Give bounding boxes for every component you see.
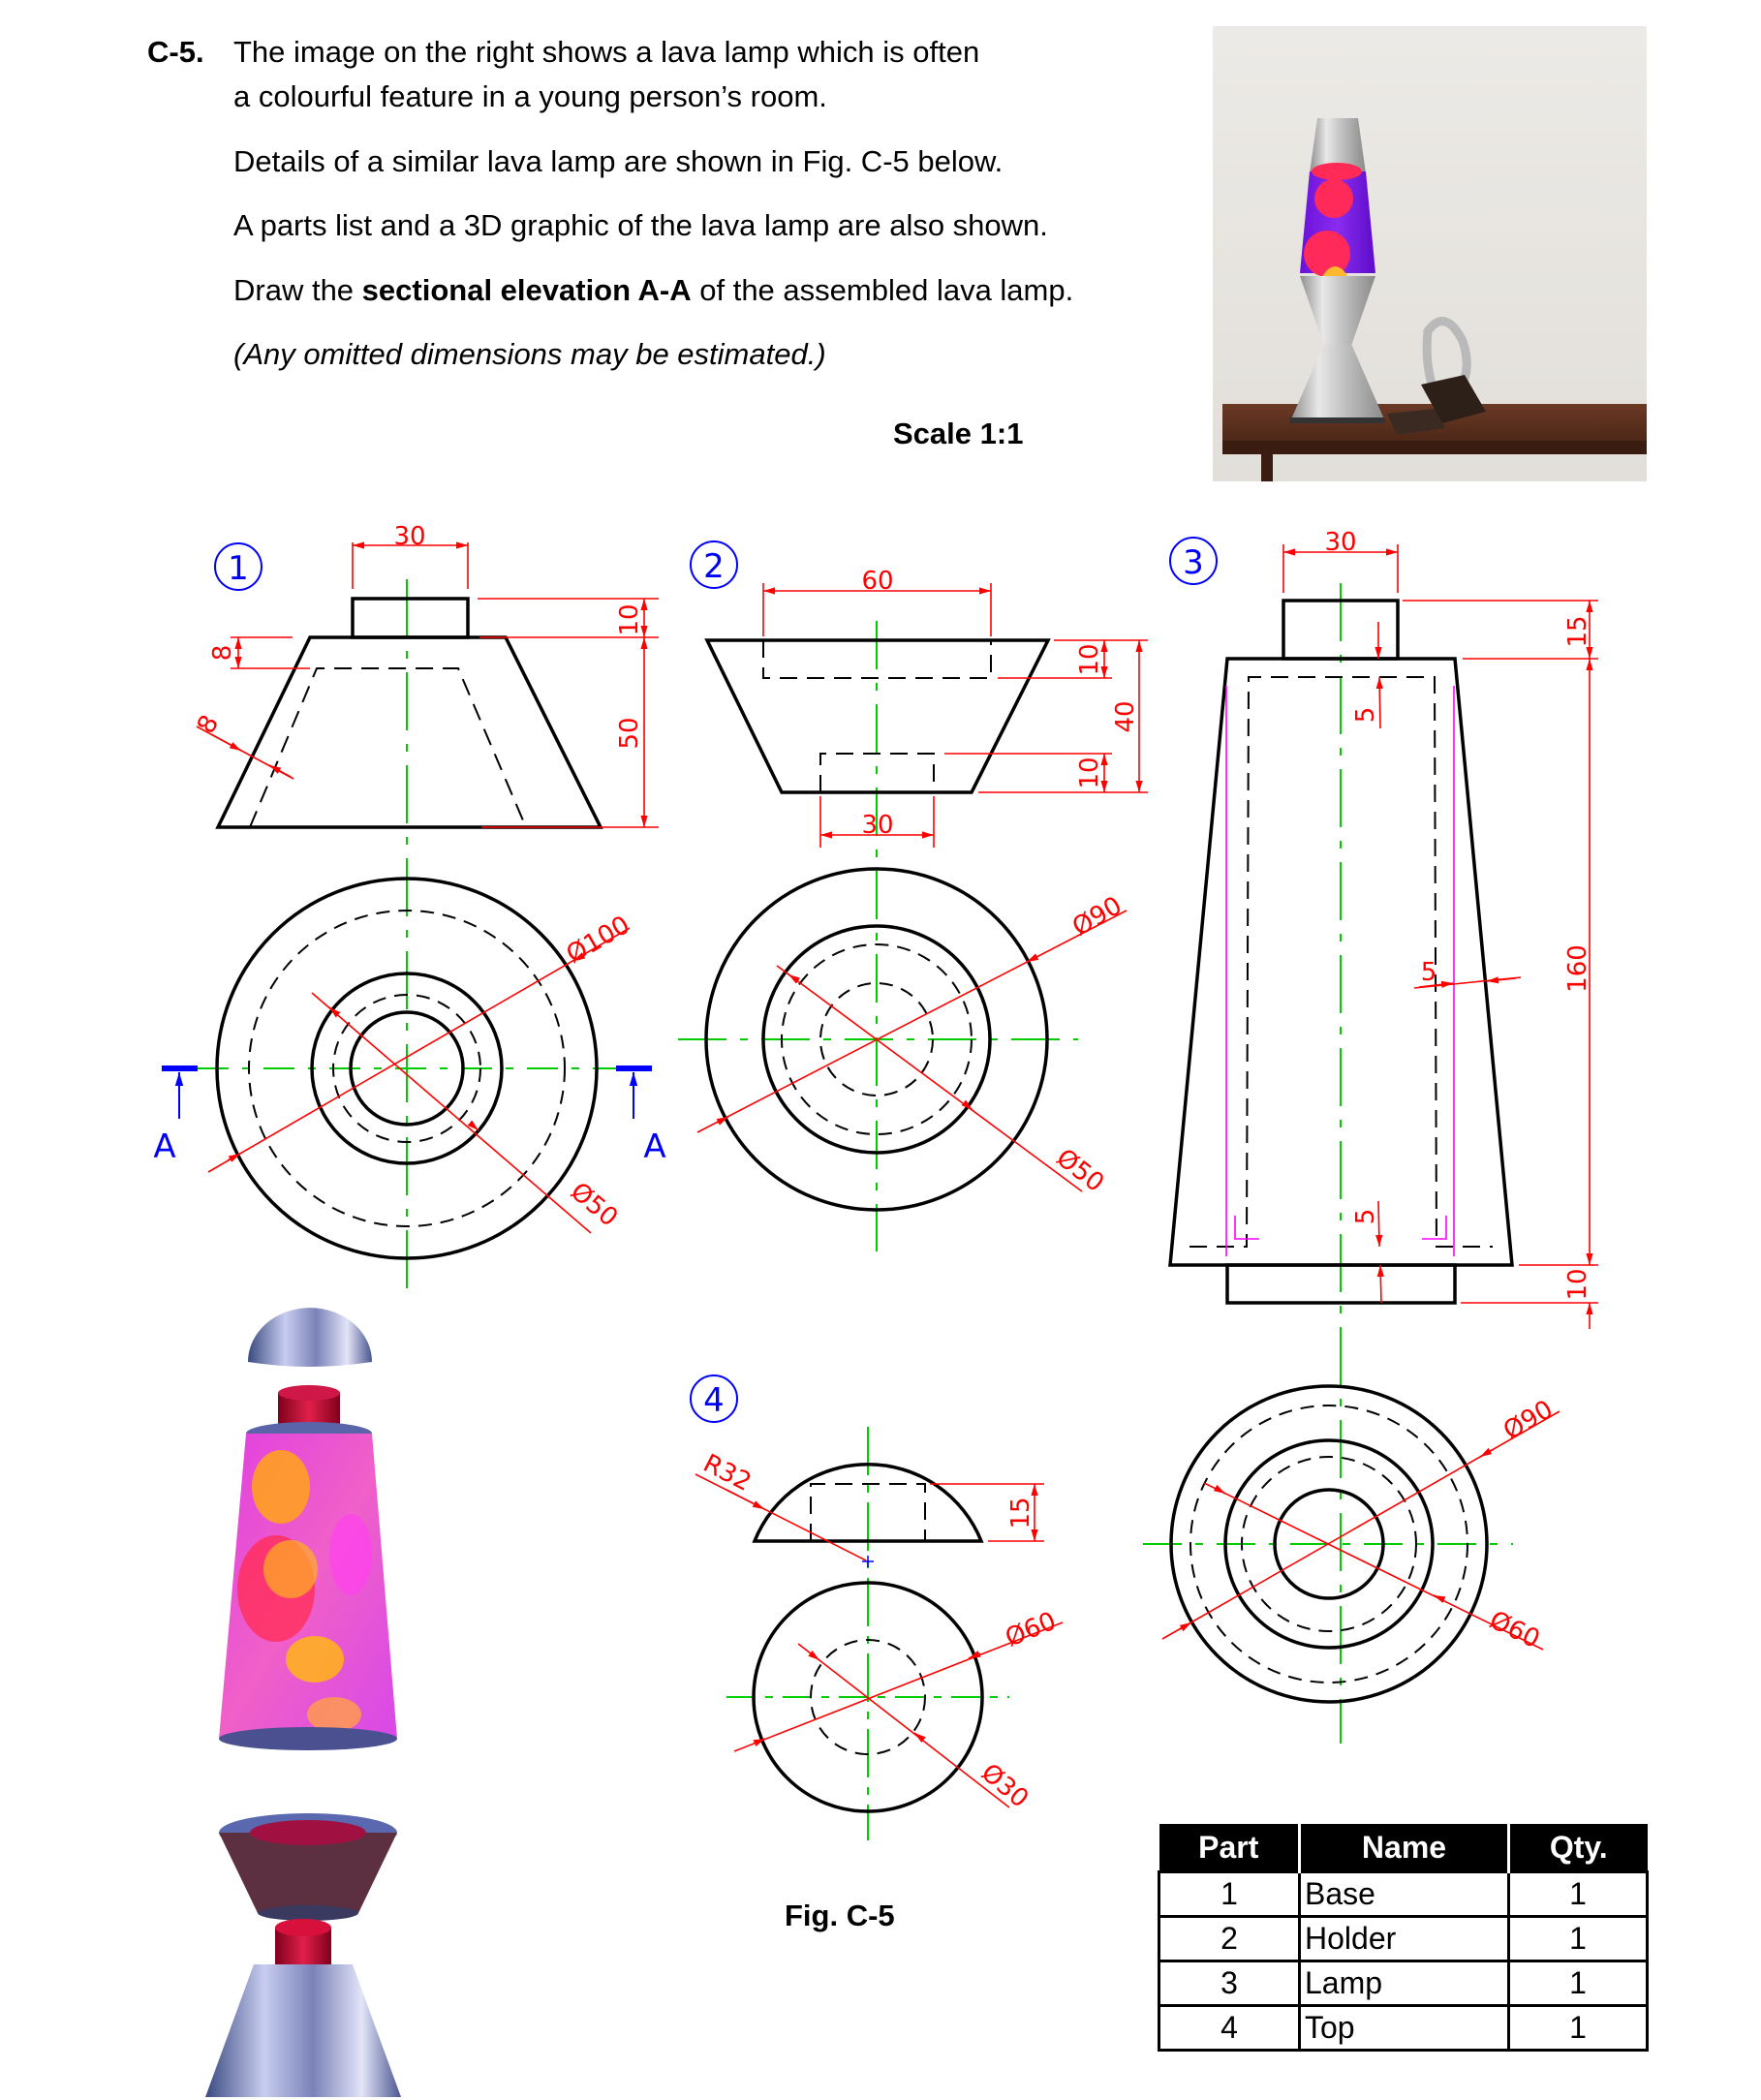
dim-part2-bottom-recess-width: 30 [861, 811, 894, 840]
dim-part3-inner-dia: Ø60 [1484, 1605, 1545, 1655]
table-row [1159, 2006, 1648, 2051]
cell-qty: 1 [1509, 1961, 1648, 2006]
cell-part: 1 [1159, 1872, 1300, 1917]
dim-part1-outer-dia: Ø100 [561, 911, 635, 971]
header-qty: Qty. [1509, 1824, 1648, 1872]
cell-part: 3 [1159, 1961, 1300, 2006]
part-3-dimensions [1283, 544, 1598, 1329]
dim-part4-recess-depth: 15 [1006, 1497, 1035, 1529]
part-4-label: 4 [703, 1381, 725, 1420]
section-marker-left [153, 1068, 198, 1166]
question-line-3: Details of a similar lava lamp are shown in Fig. C-5 below. [233, 144, 1004, 178]
header-part: Part [1159, 1824, 1300, 1872]
part-1-outline [218, 599, 601, 827]
question-line-1: The image on the right shows a lava lamp which is often [233, 35, 980, 69]
instruction-bold: sectional elevation A-A [361, 273, 692, 307]
dim-part3-wall-top: 5 [1351, 706, 1380, 724]
cell-qty: 1 [1509, 1917, 1648, 1961]
question-note: (Any omitted dimensions may be estimated.) [233, 337, 826, 371]
dim-part2-top-recess-width: 60 [861, 567, 894, 596]
dim-part2-height: 40 [1111, 700, 1140, 733]
dim-part1-inner-dia: Ø50 [564, 1177, 624, 1233]
part-3-elevation [1170, 528, 1598, 1744]
dim-part3-stub-width: 30 [1324, 528, 1357, 557]
cell-qty: 1 [1509, 2006, 1648, 2051]
dim-part3-stub-height: 15 [1563, 615, 1592, 648]
dim-part3-body-height: 160 [1563, 944, 1592, 993]
part-2-dimensions [763, 583, 1148, 848]
dim-part4-radius: R32 [698, 1448, 757, 1498]
part-1-elevation [192, 522, 659, 1293]
dim-part3-bottom-stub-height: 10 [1563, 1268, 1592, 1301]
table-row [1159, 1917, 1648, 1961]
table-row [1159, 1872, 1648, 1917]
dim-part3-wall-bottom: 5 [1351, 1208, 1380, 1225]
question-number: C-5. [147, 35, 204, 69]
header-name: Name [1300, 1824, 1509, 1872]
dim-part2-outer-dia: Ø90 [1067, 891, 1128, 942]
figure-caption: Fig. C-5 [785, 1899, 895, 1932]
dim-part1-wall-side: 8 [191, 710, 226, 739]
graphic-base [205, 1964, 401, 2097]
part-3-plan [1143, 1386, 1560, 1702]
question-line-4: A parts list and a 3D graphic of the lava lamp are also shown. [233, 208, 1048, 242]
cell-part: 4 [1159, 2006, 1300, 2051]
part-2-plan [678, 869, 1128, 1210]
instruction-post: of the assembled lava lamp. [691, 273, 1074, 307]
cell-name: Base [1300, 1872, 1509, 1917]
section-label-right: A [643, 1127, 666, 1166]
part-4-plan [726, 1583, 1063, 1814]
part-1-hidden-lines [250, 668, 526, 827]
part-1-dimensions [197, 542, 659, 827]
dim-part1-body-height: 50 [615, 717, 644, 750]
dim-part4-outer-dia: Ø60 [1001, 1606, 1061, 1653]
dim-part1-stub-width: 30 [393, 522, 426, 551]
part-4-arc-center-mark [862, 1556, 874, 1567]
cell-qty: 1 [1509, 1872, 1648, 1917]
cell-part: 2 [1159, 1917, 1300, 1961]
instruction-pre: Draw the [233, 273, 362, 307]
scale-label: Scale 1:1 [893, 417, 1024, 450]
dim-part2-top-recess-depth: 10 [1075, 643, 1104, 676]
parts-list-table [1158, 1824, 1649, 2052]
graphic-top-dome [248, 1308, 372, 1367]
dim-part1-stub-height: 10 [615, 603, 644, 636]
table-row [1159, 1961, 1648, 2006]
dim-part3-outer-dia: Ø90 [1498, 1395, 1559, 1446]
dim-part2-bottom-recess-depth: 10 [1075, 757, 1104, 789]
part-3-label: 3 [1183, 543, 1204, 582]
cell-name: Lamp [1300, 1961, 1509, 2006]
cell-name: Holder [1300, 1917, 1509, 1961]
parts-list-header [1159, 1824, 1648, 1872]
part-1-label: 1 [228, 549, 249, 588]
dim-part1-wall-top: 8 [208, 644, 237, 662]
question-line-2: a colourful feature in a young person’s room. [233, 79, 827, 113]
exploded-3d-graphic [205, 1308, 401, 2097]
dim-part2-inner-dia: Ø50 [1050, 1143, 1110, 1199]
section-marker-right [616, 1068, 666, 1166]
section-label-left: A [153, 1127, 176, 1166]
cell-name: Top [1300, 2006, 1509, 2051]
part-2-plan-dimensions [697, 911, 1127, 1191]
part-2-label: 2 [703, 547, 725, 586]
part-4-dimensions [695, 1474, 1044, 1560]
dim-part3-wall-side: 5 [1420, 958, 1437, 987]
part-1-plan [153, 879, 665, 1258]
dim-part4-inner-dia: Ø30 [974, 1758, 1035, 1814]
